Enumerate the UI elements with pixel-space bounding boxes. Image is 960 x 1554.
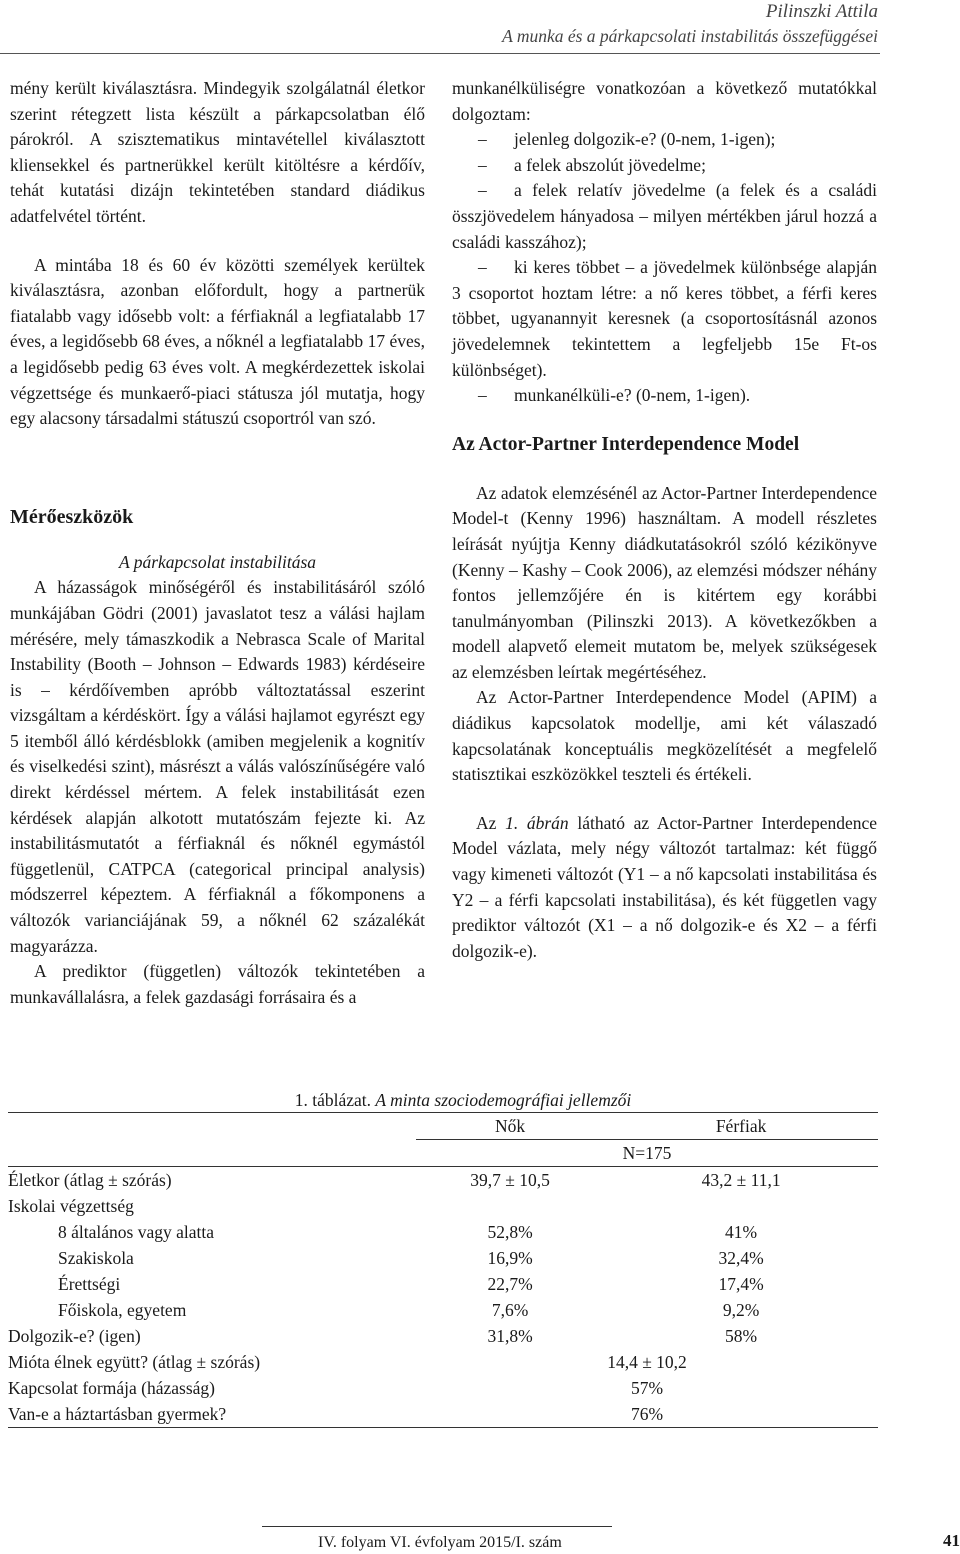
figure-reference: 1. ábrán xyxy=(505,812,569,833)
column-header-women: Nők xyxy=(416,1113,604,1140)
table-row: Mióta élnek együtt? (átlag ± szórás) 14,4 ± 10,2 xyxy=(8,1352,687,1372)
header-subtitle: A munka és a párkapcsolati instabilitás összefüggései xyxy=(502,26,878,46)
table-header-row xyxy=(8,1113,878,1140)
left-paragraph-4: A prediktor (független) változók tekintetében a munkavállalásra, a felek gazdasági forrásaira és a xyxy=(10,961,425,1007)
right-paragraph-2: Az Actor-Partner Interdependence Model (APIM) a diádikus kapcsolatok modellje, ami két válaszadó kapcsolatának konceptuális megközelítését a megfelelő statisztikai eszközökkel teszteli és értékeli. xyxy=(452,687,877,785)
right-intro: munkanélküliségre vonatkozóan a következő mutatókkal dolgoztam: xyxy=(452,78,877,124)
right-column xyxy=(452,76,877,964)
right-paragraph-3: Az 1. ábrán látható az Actor-Partner Interdependence Model vázlata, mely négy változót tartalmaz: két függő vagy kimeneti változót (Y1 – a nő kapcsolati instabilitása és Y2 – a férfi kapcsolati instabilitása), és két független vagy prediktor változót (X1 – a nő dolgozik-e és X2 – a férfi dolgozik-e). xyxy=(452,812,878,961)
table-row: Kapcsolat formája (házasság) 57% xyxy=(8,1378,664,1398)
table-row: Főiskola, egyetem 7,6% 9,2% xyxy=(58,1300,760,1320)
list-item: – a felek relatív jövedelme (a felek és a családi összjövedelem hányadosa – milyen mértékben járul hozzá a családi kasszához); xyxy=(452,180,877,252)
right-paragraph-1: Az adatok elemzésénél az Actor-Partner Interdependence Model-t (Kenny 1996) használtam. A modell részletes leírását nyújtja Kenny diádkutatásokról szóló kézikönyve (Kenny – Kashy – Cook 2006), az elemzési módszer néhány fontos jellemzőjére én is kitértem egy korábbi tanulmányomban (Pilinszki 2013). A következőkben a modell alapvető elemeit mutatom be, melyek szükségesek az elemzésben leírtak megértéséhez. xyxy=(452,482,877,682)
sociodemographic-table xyxy=(8,1088,878,1428)
left-paragraph-1: mény került kiválasztásra. Mindegyik szolgálatnál életkor szerint rétegzett lista készült a párkapcsolatban élő párokról. A szisztematikus mintavétellel kiválasztott kliensekkel és partnerükkel került kitöltésre a kérdőív, tehát kutatási dizájn tekintetében standard diádikus adatfelvétel történt. xyxy=(10,78,425,226)
footer-issue: IV. folyam VI. évfolyam 2015/I. szám xyxy=(318,1534,562,1551)
table-caption-label: 1. táblázat. xyxy=(294,1090,372,1110)
table-row: Dolgozik-e? (igen) 31,8% 58% xyxy=(8,1326,758,1346)
indicator-list xyxy=(452,127,877,409)
table-row: Van-e a háztartásban gyermek? 76% xyxy=(8,1401,878,1428)
left-column xyxy=(10,76,425,1010)
section-heading-apim: Az Actor-Partner Interdependence Model xyxy=(452,433,800,455)
footer-rule xyxy=(262,1526,612,1527)
column-header-men: Férfiak xyxy=(604,1113,878,1140)
table-row: Iskolai végzettség xyxy=(8,1196,134,1216)
page-number: 41 xyxy=(943,1531,960,1550)
list-item: – munkanélküli-e? (0-nem, 1-igen). xyxy=(478,385,751,406)
table-caption-title: A minta szociodemográfiai jellemzői xyxy=(375,1090,632,1110)
header-author: Pilinszki Attila xyxy=(765,1,878,22)
table-row: Érettségi 22,7% 17,4% xyxy=(58,1274,764,1294)
table-row: Életkor (átlag ± szórás) 39,7 ± 10,5 43,2 ± 11,1 xyxy=(8,1170,781,1190)
table-n-row xyxy=(8,1140,878,1167)
sample-size: N=175 xyxy=(416,1140,878,1167)
left-paragraph-2: A mintába 18 és 60 év közötti személyek kerültek kiválasztásra, azonban előfordult, hogy a partnerük fiatalabb vagy idősebb volt: a férfiaknál a legfiatalabb 17 éves, a legidősebb 68 éves, a nőknél a legfiatalabb 17 éves, a legidősebb pedig 63 éves volt. A megkérdezettek iskolai végzettsége és munkaerő-piaci státusza jól mutatja, hogy egy alacsony társadalmi státuszú csoportról van szó. xyxy=(10,254,425,429)
data-table xyxy=(8,1112,878,1428)
list-item: – jelenleg dolgozik-e? (0-nem, 1-igen); xyxy=(478,129,776,150)
list-item: – ki keres többet – a jövedelmek különbsége alapján 3 csoportot hoztam létre: a nő keres többet, a férfi keres többet, ugyanannyit keresnek (a csoportosításnál azonos jövedelemnek tekintettem a legfeljebb 15e Ft-os különbséget). xyxy=(452,257,877,380)
running-header xyxy=(502,0,878,48)
header-rule xyxy=(0,53,880,54)
table-caption xyxy=(8,1088,878,1112)
table-row: Szakiskola 16,9% 32,4% xyxy=(58,1248,764,1268)
section-heading-meroeszkozok: Mérőeszközök xyxy=(10,505,134,528)
left-paragraph-3: A házasságok minőségéről és instabilitásáról szóló munkájában Gödri (2001) javaslatot tesz a válási hajlam mérésére, mely támaszkodik a Nebrasca Scale of Marital Instability (Booth – Johnson – Edwards 1983) kérdéseire is – kérdőívemben apróbb változtatással eszerint vizsgáltam a kérdéskört. Így a válási hajlamot egyrészt egy 5 itemből álló kérdésblokk (amiben megjelenik a kognitív és viselkedési szint), másrészt a válás valószínűségére való direkt kérdéssel mértem. A felek instabilitását ezen kérdések alapján alkotott mutatószám fejezte ki. Az instabilitásmutatót a férfiaknál és nőknél egymástól függetlenül, CATPCA (categorical principal analysis) módszerrel képeztem. A férfiaknál a főkomponens a változók varianciájának 59, a nőknél 62 százalékát magyarázza. xyxy=(10,577,425,956)
table-row: 8 általános vagy alatta 52,8% 41% xyxy=(58,1222,758,1242)
list-item: – a felek abszolút jövedelme; xyxy=(478,154,706,175)
subheading-instability: A párkapcsolat instabilitása xyxy=(118,551,317,572)
